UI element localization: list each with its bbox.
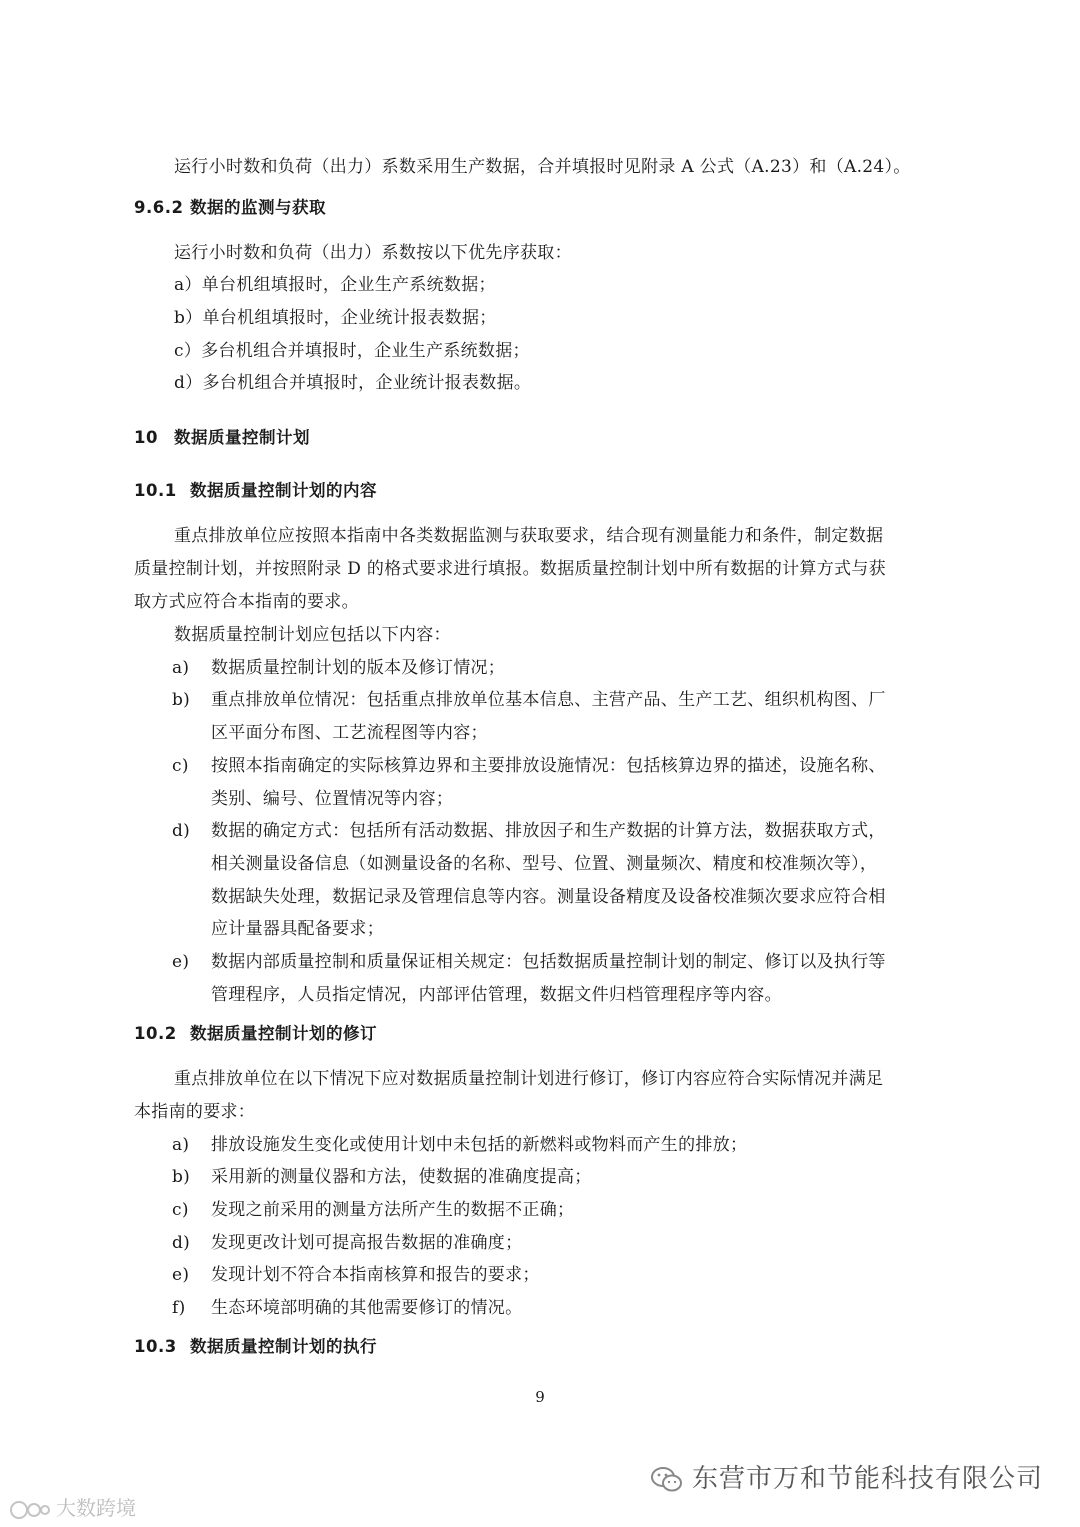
watermark-right <box>650 1458 1043 1495</box>
list-item-text: 数据的确定方式：包括所有活动数据、排放因子和生产数据的计算方法，数据获取方式， <box>211 821 886 841</box>
watermark-logo-icon <box>8 1499 52 1521</box>
list-letter: f) <box>172 1298 186 1318</box>
wechat-icon <box>650 1465 684 1495</box>
heading-number: 9.6.2 <box>134 198 184 217</box>
list-item: a）单台机组填报时，企业生产系统数据； <box>174 275 496 295</box>
list-item-text: 管理程序，人员指定情况，内部评估管理，数据文件归档管理程序等内容。 <box>211 985 782 1005</box>
list-letter: e) <box>172 952 190 972</box>
paragraph-line: 取方式应符合本指南的要求。 <box>134 592 359 612</box>
list-letter: c) <box>172 756 189 776</box>
list-letter: d) <box>172 1233 191 1253</box>
page-number: 9 <box>535 1388 545 1406</box>
heading-number: 10 <box>134 428 158 447</box>
watermark-left-text: 大数跨境 <box>56 1496 136 1520</box>
paragraph-line: 本指南的要求： <box>134 1102 256 1122</box>
paragraph-line: 重点排放单位应按照本指南中各类数据监测与获取要求，结合现有测量能力和条件，制定数据 <box>174 526 884 546</box>
heading-9-6-2 <box>134 197 326 219</box>
list-item-text: 数据质量控制计划的版本及修订情况； <box>211 658 506 678</box>
list-item-text: 数据内部质量控制和质量保证相关规定：包括数据质量控制计划的制定、修订以及执行等 <box>211 952 886 972</box>
heading-10-3 <box>134 1336 377 1358</box>
watermark-right-text: 东营市万和节能科技有限公司 <box>692 1464 1044 1494</box>
list-item: b）单台机组填报时，企业统计报表数据； <box>174 308 497 328</box>
list-letter: b) <box>172 1167 191 1187</box>
watermark-left <box>8 1492 136 1521</box>
list-item-text: 相关测量设备信息（如测量设备的名称、型号、位置、测量频次、精度和校准频次等）， <box>211 854 878 874</box>
heading-title: 数据质量控制计划的执行 <box>190 1337 377 1356</box>
paragraph: 数据质量控制计划应包括以下内容： <box>174 625 451 645</box>
heading-number: 10.3 <box>134 1337 177 1356</box>
heading-number: 10.1 <box>134 481 177 500</box>
heading-number: 10.2 <box>134 1024 177 1043</box>
list-letter: b) <box>172 690 191 710</box>
list-letter: c) <box>172 1200 189 1220</box>
list-item-text: 发现计划不符合本指南核算和报告的要求； <box>211 1265 540 1285</box>
list-item-text: 数据缺失处理，数据记录及管理信息等内容。测量设备精度及设备校准频次要求应符合相 <box>211 887 886 907</box>
heading-title: 数据质量控制计划 <box>174 428 310 447</box>
list-letter: d) <box>172 821 191 841</box>
heading-title: 数据质量控制计划的修订 <box>190 1024 377 1043</box>
list-letter: a) <box>172 1135 190 1155</box>
list-item-text: 区平面分布图、工艺流程图等内容； <box>211 723 488 743</box>
heading-title: 数据质量控制计划的内容 <box>190 481 377 500</box>
list-item-text: 重点排放单位情况：包括重点排放单位基本信息、主营产品、生产工艺、组织机构图、厂 <box>211 690 886 710</box>
list-item-text: 发现更改计划可提高报告数据的准确度； <box>211 1233 523 1253</box>
list-item-text: 发现之前采用的测量方法所产生的数据不正确； <box>211 1200 575 1220</box>
list-letter: e) <box>172 1265 190 1285</box>
heading-title: 数据的监测与获取 <box>190 198 326 217</box>
list-item-text: 类别、编号、位置情况等内容； <box>211 789 454 809</box>
heading-10-2 <box>134 1023 377 1045</box>
paragraph-line: 重点排放单位在以下情况下应对数据质量控制计划进行修订，修订内容应符合实际情况并满足 <box>174 1069 884 1089</box>
intro-line: 运行小时数和负荷（出力）系数采用生产数据，合并填报时见附录 A 公式（A.23）和（A.24）。 <box>174 157 911 177</box>
list-item-text: 采用新的测量仪器和方法，使数据的准确度提高； <box>211 1167 592 1187</box>
paragraph: 运行小时数和负荷（出力）系数按以下优先序获取： <box>174 243 572 263</box>
list-item-text: 生态环境部明确的其他需要修订的情况。 <box>211 1298 523 1318</box>
list-item-text: 排放设施发生变化或使用计划中未包括的新燃料或物料而产生的排放； <box>211 1135 748 1155</box>
paragraph-line: 质量控制计划，并按照附录 D 的格式要求进行填报。数据质量控制计划中所有数据的计算方式与获 <box>134 559 886 579</box>
list-letter: a) <box>172 658 190 678</box>
heading-10 <box>134 427 310 449</box>
list-item: c）多台机组合并填报时，企业生产系统数据； <box>174 341 530 361</box>
heading-10-1 <box>134 480 377 502</box>
list-item-text: 应计量器具配备要求； <box>211 919 384 939</box>
list-item: d）多台机组合并填报时，企业统计报表数据。 <box>174 373 532 393</box>
list-item-text: 按照本指南确定的实际核算边界和主要排放设施情况：包括核算边界的描述，设施名称、 <box>211 756 886 776</box>
